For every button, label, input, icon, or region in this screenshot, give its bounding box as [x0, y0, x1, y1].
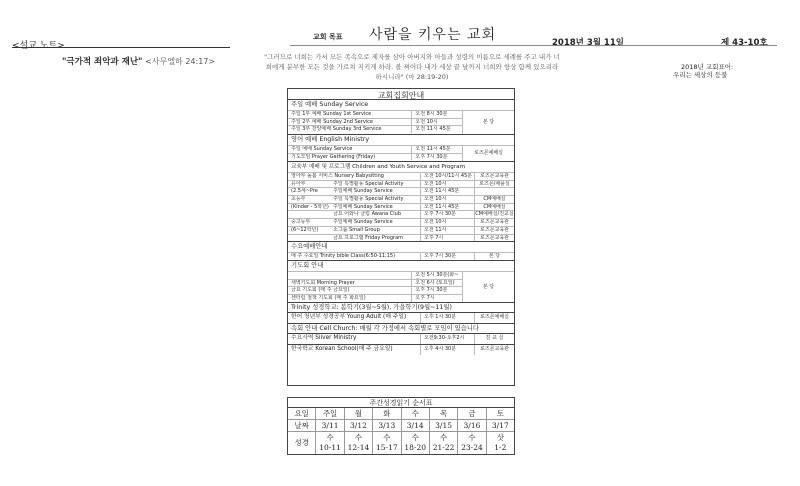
prayer-heading: 기도회 안내: [291, 261, 324, 269]
table-row: [288, 203, 514, 211]
service-place: 본 당: [462, 110, 514, 134]
service-place: 친 교 실: [474, 334, 514, 344]
verse-cell: [288, 432, 315, 454]
church-goal: 사람을 키우는 교회: [369, 27, 497, 43]
verse-book: 수: [326, 433, 334, 442]
day-cell: 화: [372, 408, 400, 419]
verse-chapters: 21-22: [432, 443, 455, 452]
service-time: 오전 10시: [411, 119, 462, 126]
sermon-note-label: <설교 노트>: [12, 41, 65, 51]
date-cell: 3/14: [401, 420, 429, 431]
program-time: 오전 11시 45분: [420, 204, 474, 211]
silver-section: [288, 334, 514, 345]
table-row: [288, 210, 514, 218]
program-group: (Kinder - 5학년): [291, 203, 329, 210]
table-row: [288, 187, 514, 195]
program-name: 주일 특별활동 Special Activity: [333, 180, 404, 187]
table-row: [288, 195, 514, 203]
table-row: [288, 218, 514, 226]
program-name: 소그룹 Small Group: [333, 226, 380, 233]
program-group: 영아부 돌봄 서비스 Nursery Babysitting: [291, 173, 384, 179]
day-cell: 금: [457, 408, 485, 419]
verse-chapters: 12-14: [347, 443, 370, 452]
day-cell: 목: [429, 408, 457, 419]
prayer-section: [288, 261, 514, 303]
date-cell: 3/16: [457, 420, 485, 431]
service-name: 주일 1부 예배 Sunday 1st Service: [291, 111, 372, 117]
table-row: [288, 145, 462, 153]
program-place: 로즈몬교육관: [474, 227, 514, 234]
table-row: [288, 153, 462, 161]
verse-cell: [372, 432, 400, 454]
service-time: 오후 4시 30분: [420, 345, 474, 355]
service-name: 기도모임 Prayer Gathering (Friday): [291, 153, 376, 160]
program-place: 로즈몬교육관: [474, 173, 514, 180]
sermon-note-rule: [12, 47, 230, 48]
verse-cell: [401, 432, 429, 454]
day-cell: 요일: [294, 409, 309, 418]
program-group: (6~12학년): [291, 226, 319, 233]
table-row: [288, 125, 462, 133]
program-time: 오전 10시: [420, 196, 474, 203]
bulletin-issue: 제 43-10호: [721, 38, 768, 48]
program-name: 주일예배 Sunday Service: [333, 203, 393, 210]
verse-chapters: 18-20: [404, 443, 426, 452]
korean-school-section: [288, 345, 514, 355]
program-place: 로즈몬교육관: [474, 235, 514, 242]
verse-book: 수: [354, 433, 363, 442]
verse-book: 수: [439, 433, 448, 442]
program-time: 오전 10시/11시 45분: [420, 173, 474, 180]
verse-book: 삿: [496, 433, 504, 442]
program-group: [288, 211, 330, 218]
program-name: 주일 특별활동 Special Activity: [333, 196, 404, 203]
table-row: [288, 226, 514, 234]
verse-book: 수: [383, 433, 391, 442]
scripture-verse: "그러므로 너희는 가서 모든 족속으로 제자를 삼아 아버지와 아들과 성령의 이름으로 세례를 주고 내가 너희에게 분부한 모든 것을 가르쳐 지키게 하라. 볼 찌어다 내가 세상 끝 날까지 너희와 항상 함께 있으리라 하시니라" (마 28:19-20): [264, 53, 560, 81]
service-name: 새벽기도회 Morning Prayer: [291, 279, 355, 286]
verse-book: 수: [411, 433, 419, 442]
program-group: [288, 235, 330, 242]
cell-church: 속회 안내 Cell Church: 매월 각 가정에서 속회별로 모임이 있습니다: [288, 324, 514, 334]
program-place: CM예배실/친교실: [475, 211, 514, 218]
service-time: 오전 5시 30분(화~: [411, 272, 462, 279]
service-name: 주일 예배 Sunday Service: [291, 146, 353, 152]
vision-label: 2018년 교회표어:: [681, 63, 734, 71]
table-row: [288, 271, 462, 279]
header-rule: [290, 45, 777, 46]
youth-heading: 교육부 예배 및 프로그램 Children and Youth Service and Program: [291, 164, 466, 170]
table-row: [288, 345, 514, 355]
program-place: 로즈몬/채플실: [474, 181, 514, 188]
program-time: 오후 7시 30분: [420, 211, 474, 218]
sermon-title: "극가적 죄악과 재난": [62, 57, 143, 67]
program-name: 주일예배 Sunday Service: [333, 188, 393, 195]
service-name: 주일 2부 예배 Sunday 2nd Service: [291, 118, 373, 125]
youth-section: [288, 162, 514, 242]
service-place: 로즈몬예배실: [462, 145, 514, 161]
bible-reading-table: [287, 397, 515, 455]
program-place: 로즈몬교육관: [474, 219, 514, 226]
program-place: CM예배실: [474, 204, 514, 211]
program-time: 오전 11시 45분: [420, 188, 474, 195]
bulletin-date: 2018년 3월 11일: [552, 38, 624, 48]
sunday-section: [288, 100, 514, 135]
sunday-heading: 주일 예배 Sunday Service: [291, 101, 369, 108]
sermon-reference: <사무엘하 24:17>: [145, 57, 216, 66]
trinity-school: Trinity 성경학교: 봄학기(3월~5월), 가을학기(9월~11월): [288, 303, 514, 313]
day-cell: 수: [401, 408, 429, 419]
date-cell: 3/12: [344, 420, 372, 431]
program-name: 금요 어와나 클럽 Awana Club: [333, 211, 401, 218]
day-cell: 월: [344, 408, 372, 419]
verse-chapters: 10-11: [319, 443, 341, 452]
verse-chapters: 1-2: [494, 443, 507, 452]
service-place: 본 당: [462, 271, 514, 302]
reading-days-row: [288, 408, 514, 419]
table-row: [288, 334, 514, 344]
program-time: 오후 7시: [420, 235, 474, 242]
service-name: 주일 3부 찬양예배 Sunday 3rd Service: [291, 126, 382, 133]
wednesday-section: [288, 242, 514, 261]
date-cell: 3/13: [372, 420, 400, 431]
board-title: 교회집회안내: [288, 89, 514, 100]
program-name: 주일예배 Sunday Service: [333, 219, 393, 226]
service-name: 한국학교 Korean School(매 주 금요일): [291, 345, 393, 352]
church-goal-label: 교회 목표: [313, 33, 343, 41]
table-row: [288, 313, 514, 323]
program-group: (2.5세~Pre: [291, 188, 318, 195]
reading-dates-row: [288, 419, 514, 431]
program-time: 오전 10시: [420, 181, 474, 188]
english-section: [288, 135, 514, 162]
service-time: 오후 7시 30분: [411, 287, 462, 294]
program-group: 초등부: [291, 196, 306, 203]
service-name: 금요 기도회 (매 주 금요일): [291, 287, 350, 294]
service-time: 오전 11시 45분: [411, 126, 462, 133]
table-row: [288, 252, 514, 260]
verse-book: 성경: [294, 438, 309, 447]
wednesday-heading: 수요예배안내: [291, 243, 328, 251]
service-time: 오후 7시 30분: [420, 253, 474, 260]
program-group: 중고등부: [291, 219, 311, 226]
table-row: [288, 110, 462, 118]
verse-cell: [429, 432, 457, 454]
verse-chapters: 15-17: [376, 443, 398, 452]
verse-cell: [457, 432, 485, 454]
table-row: [288, 118, 462, 126]
service-time: 오전 11시 45분: [411, 146, 462, 153]
table-row: [288, 180, 514, 188]
meeting-board: [287, 88, 515, 386]
service-name: 매 주 수요일 Trinity bible Class(6:50-11:15): [291, 253, 396, 260]
service-name: 한어 청년부 성경공부 Young Adult (매 주일): [291, 313, 407, 320]
service-time: 오후 1시 30분: [420, 313, 474, 323]
verse-cell: [486, 432, 514, 454]
service-time: 오후 7시 30분: [411, 154, 462, 161]
table-row: [288, 286, 462, 294]
vision-text: 우리는 세상의 등불: [673, 71, 728, 79]
day-cell: 토: [486, 408, 514, 419]
date-cell: 3/15: [429, 420, 457, 431]
service-place: 본 당: [474, 253, 514, 260]
service-name: 수요사역 Silver Ministry: [291, 334, 357, 341]
program-name: 금요 프로그램 Friday Program: [333, 234, 403, 241]
program-place: [474, 188, 514, 195]
day-cell: 주일: [315, 408, 343, 419]
program-place: CM예배실: [474, 196, 514, 203]
verse-book: 수: [468, 433, 476, 442]
table-row: [288, 172, 514, 180]
service-place: 로즈몬교육관: [474, 345, 514, 355]
service-name: 센터럼 철책 기도회 (매 주 화요일): [291, 294, 366, 301]
service-time: 오전 6시 (토요일): [411, 280, 462, 287]
reading-title: 주간성경읽기 순서표: [288, 398, 514, 408]
reading-verses-row: [288, 431, 514, 454]
program-time: 오전 10시: [420, 219, 474, 226]
service-time: 오전9:30-오후2시: [420, 334, 474, 344]
service-time: 오전 8시 30분: [411, 111, 462, 118]
sermon-title-line: [62, 55, 215, 67]
verse-cell: [344, 432, 372, 454]
date-cell: 날짜: [294, 421, 309, 430]
service-name: [288, 272, 411, 279]
english-heading: 영어 예배 English Ministry: [291, 136, 370, 143]
verse-cell: [315, 432, 343, 454]
table-row: [288, 294, 462, 302]
young-adult-section: [288, 313, 514, 324]
program-group: 유아부: [291, 180, 306, 187]
verse-chapters: 23-24: [461, 443, 483, 452]
table-row: [288, 279, 462, 287]
table-row: [288, 234, 514, 242]
service-time: 오후 7시: [411, 295, 462, 302]
program-time: 오전 11시: [420, 227, 474, 234]
date-cell: 3/17: [486, 420, 514, 431]
date-cell: 3/11: [315, 420, 343, 431]
service-place: 로즈몬예배실: [474, 313, 514, 323]
